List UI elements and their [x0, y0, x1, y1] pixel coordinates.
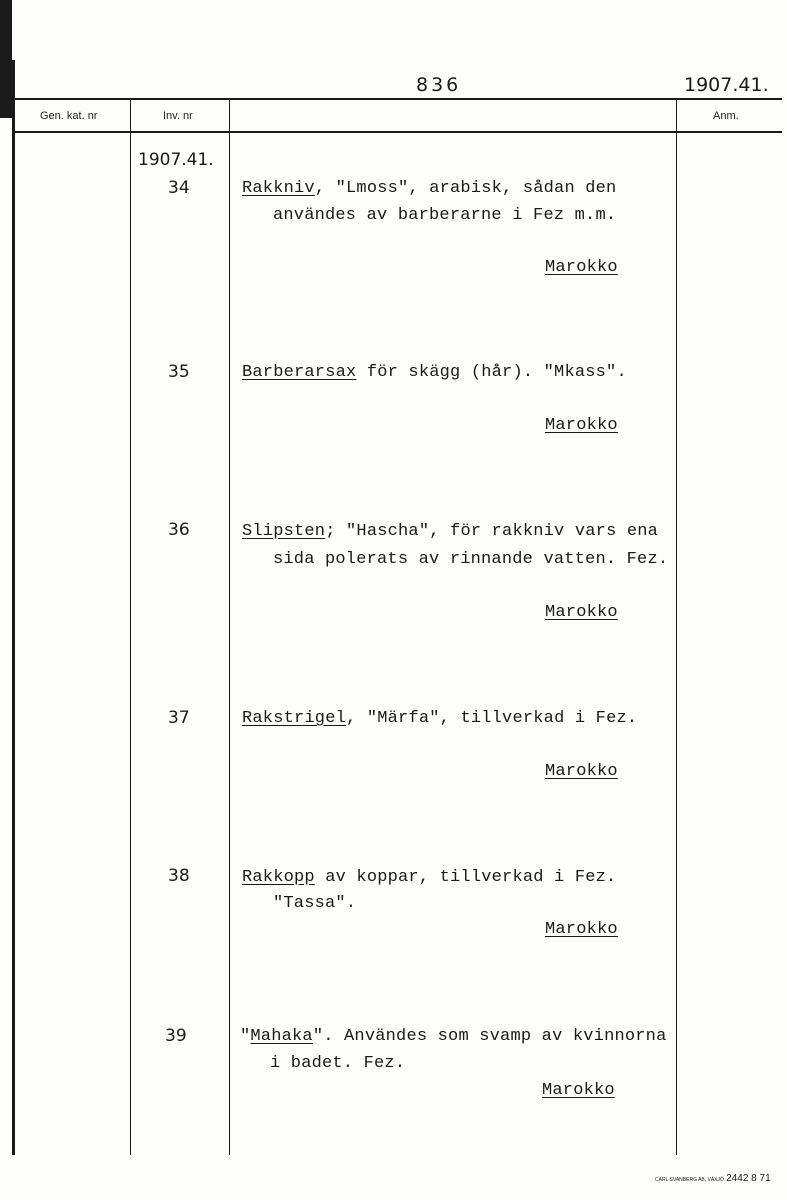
entry-38-line1 [242, 868, 616, 887]
entry-39-line2: i badet. Fez. [270, 1054, 406, 1073]
entry-38-place: Marokko [545, 920, 618, 939]
entry-35-title: Barberarsax [242, 363, 357, 382]
entry-39-place: Marokko [542, 1081, 615, 1100]
inv-number-38: 38 [168, 866, 190, 886]
divider-2 [229, 100, 230, 1155]
printer-name: CARL SVANBERG AB, VÄXJÖ [655, 1177, 724, 1183]
entry-37-line1 [242, 709, 637, 728]
entry-35-line1 [242, 363, 627, 382]
header-anm: Anm. [713, 110, 739, 122]
printer-code: 2442 8 71 [726, 1173, 771, 1184]
inv-number-36: 36 [168, 520, 190, 540]
header-gen-kat: Gen. kat. nr [40, 110, 98, 122]
entry-36-rest: ; "Hascha", för rakkniv vars ena [325, 522, 659, 541]
divider-3 [676, 100, 677, 1155]
divider-1 [130, 100, 131, 1155]
entry-39-rest: ". Användes som svamp av kvinnorna [312, 1027, 667, 1046]
entry-36-place: Marokko [545, 603, 618, 622]
entry-39-prefix: " [240, 1027, 251, 1046]
entry-34-line2: användes av barberarne i Fez m.m. [273, 206, 617, 225]
entry-38-rest: av koppar, tillverkad i Fez. [314, 868, 617, 887]
group-label: 1907.41. [138, 150, 214, 170]
header-inv: Inv. nr [163, 110, 193, 122]
entry-38-line2: "Tassa". [273, 894, 357, 913]
entry-37-rest: , "Märfa", tillverkad i Fez. [346, 709, 638, 728]
entry-39-title: Mahaka [250, 1027, 313, 1046]
page-number: 836 [416, 74, 462, 96]
entry-34-place: Marokko [545, 258, 618, 277]
entry-39-line1 [240, 1027, 667, 1046]
entry-35-place: Marokko [545, 416, 618, 435]
entry-36-line2: sida polerats av rinnande vatten. Fez. [273, 550, 669, 569]
entry-34-rest: , "Lmoss", arabisk, sådan den [314, 179, 617, 198]
inv-number-34: 34 [168, 178, 190, 198]
printer-mark [655, 1173, 771, 1184]
entry-36-line1 [242, 522, 658, 541]
entry-34-title: Rakkniv [242, 179, 315, 198]
inv-number-39: 39 [165, 1026, 187, 1046]
binding-edge-lower [12, 60, 15, 1155]
entry-37-place: Marokko [545, 762, 618, 781]
entry-37-title: Rakstrigel [242, 709, 347, 728]
entry-38-title: Rakkopp [242, 868, 315, 887]
binding-edge [0, 0, 12, 118]
entry-35-rest: för skägg (hår). "Mkass". [356, 363, 627, 382]
entry-36-title: Slipsten [242, 522, 326, 541]
entry-34-line1 [242, 179, 616, 198]
inv-number-35: 35 [168, 362, 190, 382]
page-ref: 1907.41. [684, 74, 769, 96]
inv-number-37: 37 [168, 708, 190, 728]
